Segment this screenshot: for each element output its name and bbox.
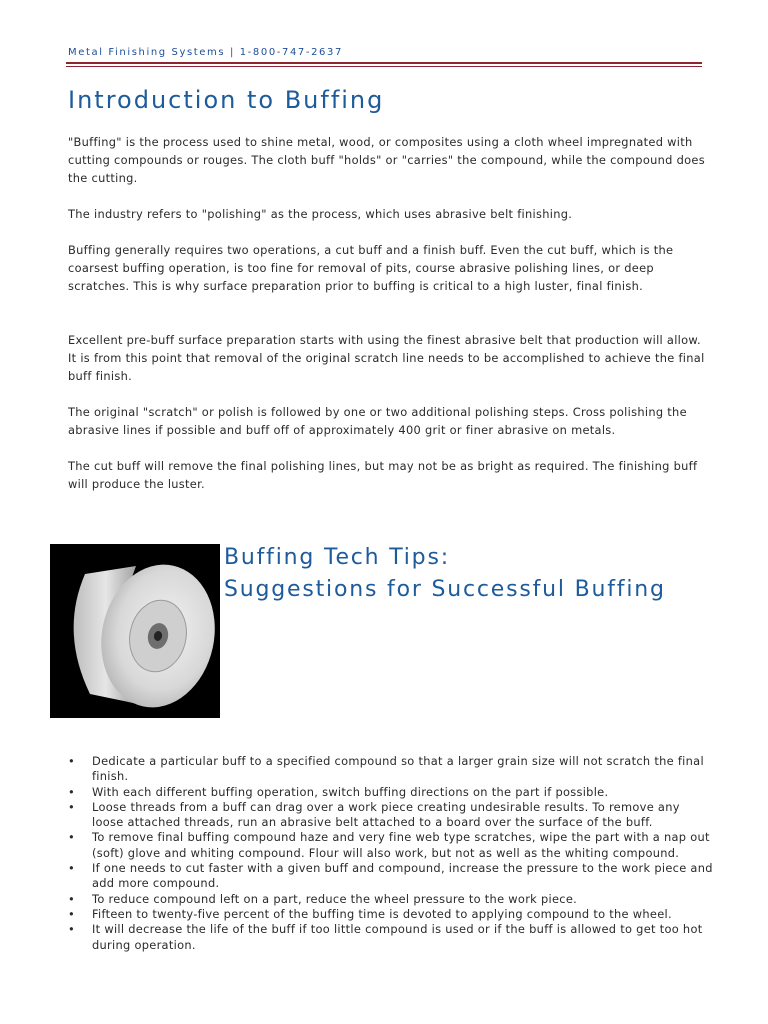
paragraph-surface-preparation: Excellent pre-buff surface preparation starts with using the finest abrasive belt that production will allow. It is from this point that removal of the original scratch line needs to be accomplished to achieve the final buff finish.	[68, 333, 705, 384]
tip-text: Dedicate a particular buff to a specified compound so that a larger grain size will not scratch the final finish.	[92, 754, 704, 784]
list-item	[68, 800, 714, 831]
list-item	[68, 922, 714, 953]
tips-heading-line-2: Suggestions for Successful Buffing	[224, 577, 666, 602]
tip-text: It will decrease the life of the buff if too little compound is used or if the buff is allowed to get too hot during operation.	[92, 922, 703, 952]
tip-text: With each different buffing operation, switch buffing directions on the part if possible.	[92, 784, 609, 799]
bullet-icon: •	[68, 754, 76, 768]
tip-text: Loose threads from a buff can drag over a work piece creating undesirable results. To remove any loose attached threads, run an abrasive belt attached to a board over the surface of the buff.	[92, 799, 680, 830]
paragraph-polishing-definition: The industry refers to "polishing" as the process, which uses abrasive belt finishing.	[68, 207, 573, 221]
tips-heading	[224, 542, 666, 606]
paragraph-two-operations: Buffing generally requires two operations, a cut buff and a finish buff. Even the cut buff, which is the coarsest buffing operation, is too fine for removal of pits, course abrasive polishing lines, or deep scratches. This is why surface preparation prior to buffing is critical to a high luster, final finish.	[68, 243, 674, 294]
tips-heading-line-1: Buffing Tech Tips:	[224, 545, 450, 570]
bullet-icon: •	[68, 922, 76, 937]
list-item	[68, 861, 714, 892]
bullet-icon: •	[68, 891, 76, 906]
list-item	[68, 907, 714, 922]
page-title: Introduction to Buffing	[68, 86, 385, 114]
bullet-icon: •	[68, 861, 76, 876]
tip-text: Fifteen to twenty-five percent of the buffing time is devoted to applying compound to the wheel.	[92, 906, 672, 921]
bullet-icon: •	[68, 784, 76, 799]
tip-text: To reduce compound left on a part, reduce the wheel pressure to the work piece.	[92, 891, 578, 906]
buffing-wheel-image	[50, 544, 220, 718]
list-item	[68, 892, 714, 907]
bullet-icon: •	[68, 799, 76, 814]
bullet-icon: •	[68, 830, 76, 845]
list-item	[68, 785, 714, 800]
header-divider	[66, 62, 702, 64]
list-item	[68, 830, 714, 861]
tip-text: If one needs to cut faster with a given buff and compound, increase the pressure to the work piece and add more compound.	[92, 861, 713, 891]
paragraph-cut-buff: The cut buff will remove the final polishing lines, but may not be as bright as required. The finishing buff will produce the luster.	[68, 459, 698, 492]
list-item	[68, 754, 714, 785]
bullet-icon: •	[68, 906, 76, 921]
paragraph-original-scratch: The original "scratch" or polish is followed by one or two additional polishing steps. Cross polishing the abrasive lines if possible and buff off of approximately 400 grit or finer abrasive on metals.	[68, 405, 687, 438]
header-divider-thin	[66, 66, 702, 67]
paragraph-buffing-definition: "Buffing" is the process used to shine metal, wood, or composites using a cloth wheel impregnated with cutting compounds or rouges. The cloth buff "holds" or "carries" the compound, while the compound does the cutting.	[68, 135, 705, 186]
tip-text: To remove final buffing compound haze and very fine web type scratches, wipe the part with a nap out (soft) glove and whiting compound. Flour will also work, but not as well as the whiting compound.	[92, 830, 710, 860]
company-phone-header: Metal Finishing Systems | 1-800-747-2637	[68, 47, 343, 58]
tips-list	[68, 754, 714, 953]
buffing-wheel-illustration	[50, 544, 220, 718]
